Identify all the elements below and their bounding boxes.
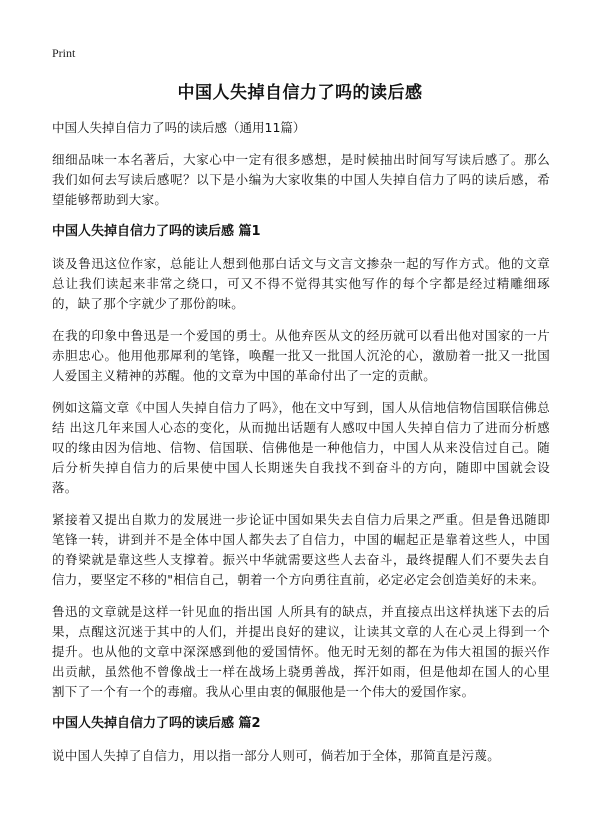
section1-paragraph-3: 例如这篇文章《中国人失掉自信力了吗》，他在文中写到，国人从信地信物信国联信佛总结 出这几年来国人心态的变化，从而抛出话题有人感叹中国人失掉自信力了进而分析感叹的缘由因为信地、信物、信国联、信佛他是一种他信力，中国人从来没信过自己。随后分析失掉自信力的后果使中国人长期迷失自我找不到奋斗的方向，随即中国就会设落。 — [52, 400, 550, 495]
section-heading-1: 中国人失掉自信力了吗的读后感 篇1 — [52, 224, 261, 239]
document-subtitle: 中国人失掉自信力了吗的读后感（通用11篇） — [52, 120, 306, 135]
section1-paragraph-5: 鲁迅的文章就是这样一针见血的指出国 人所具有的缺点，并直接点出这样执迷下去的后果，点醒这沉迷于其中的人们，并提出良好的建议，让读其文章的人在心灵上得到一个提升。也从他的文章中深深感到他的爱国情怀。他无时无刻的都在为伟大祖国的振兴作出贡献，虽然他不曾像战士一样在战场上骁勇善战，挥汗如雨，但是他却在国人的心里割下了一个有一个的毒瘤。我从心里由衷的佩服他是一个伟大的爱国作家。 — [52, 604, 550, 699]
page-title: 中国人失掉自信力了吗的读后感 — [177, 83, 423, 103]
section2-paragraph-1: 说中国人失掉了自信力，用以指一部分人则可，倘若加于全体，那简直是污蔑。 — [52, 748, 501, 763]
print-label[interactable]: Print — [52, 46, 76, 60]
section-heading-2: 中国人失掉自信力了吗的读后感 篇2 — [52, 716, 261, 731]
intro-paragraph: 细细品味一本名著后，大家心中一定有很多感想，是时候抽出时间写写读后感了。那么我们如何去写读后感呢？以下是小编为大家收集的中国人失掉自信力了吗的读后感，希望能够帮助到大家。 — [52, 152, 550, 207]
section1-paragraph-1: 谈及鲁迅这位作家，总能让人想到他那白话文与文言文掺杂一起的写作方式。他的文章总让我们读起来非常之绕口，可又不得不觉得其实他写作的每个字都是经过精雕细琢的，缺了那个字就少了那份韵味。 — [52, 256, 550, 311]
section1-paragraph-2: 在我的印象中鲁迅是一个爱国的勇士。从他弃医从文的经历就可以看出他对国家的一片赤胆忠心。他用他那犀利的笔锋，唤醒一批又一批国人沉沦的心，激励着一批又一批国人爱国主义精神的苏醒。他的文章为中国的革命付出了一定的贡献。 — [52, 328, 550, 383]
document-body — [52, 118, 550, 778]
section1-paragraph-4: 紧接着又提出自欺力的发展进一步论证中国如果失去自信力后果之严重。但是鲁迅随即笔锋一转，讲到并不是全体中国人都失去了自信力，中国的崛起正是靠着这些人，中国的脊梁就是靠这些人支撑着。振兴中华就需要这些人去奋斗，最终提醒人们不要失去自信力，要坚定不移的"相信自己，朝着一个方向勇往直前，必定必定会创造美好的未来。 — [52, 512, 550, 587]
